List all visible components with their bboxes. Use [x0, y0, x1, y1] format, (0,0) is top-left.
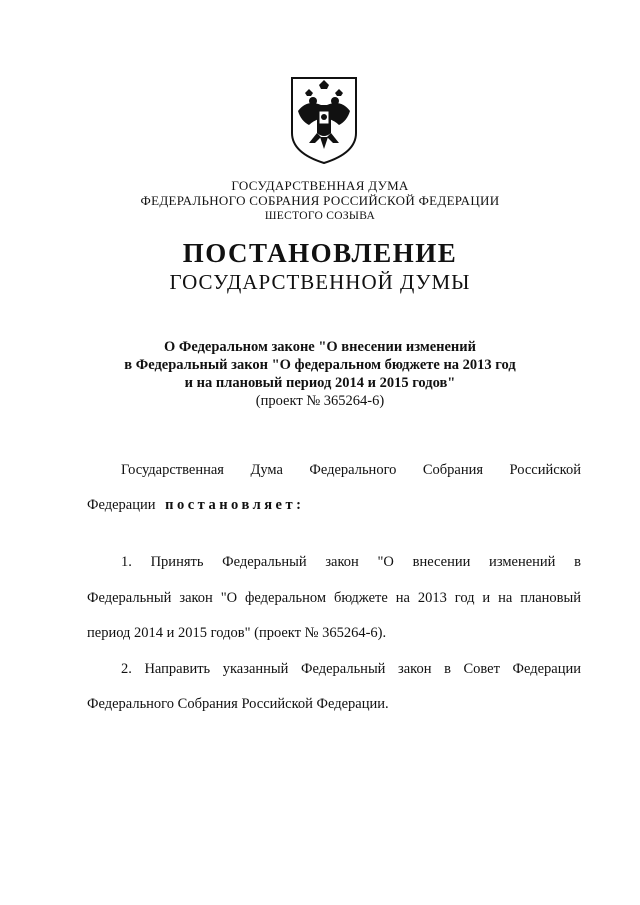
subject-line-1: О Федеральном законе "О внесении изменений: [164, 339, 476, 355]
resolves-verb: постановляет:: [165, 497, 305, 513]
document-title: ПОСТАНОВЛЕНИЕ: [182, 238, 458, 268]
preamble-subject: Федерации: [87, 497, 156, 513]
state-emblem: [289, 75, 359, 165]
item-1-line-2: Федеральный закон "О федеральном бюджете на 2013 год и на плановый: [87, 590, 581, 606]
subject-draft-number: (проект № 365264-6): [255, 393, 385, 409]
preamble-line-2: [87, 497, 581, 514]
header-line-assembly: ФЕДЕРАЛЬНОГО СОБРАНИЯ РОССИЙСКОЙ ФЕДЕРАЦИИ: [140, 193, 500, 208]
preamble-line-1: Государственная Дума Федерального Собрания Российской: [121, 462, 581, 478]
header-line-convocation: ШЕСТОГО СОЗЫВА: [264, 210, 376, 222]
item-2-line-2: Федерального Собрания Российской Федерации.: [87, 696, 389, 712]
subject-line-2: в Федеральный закон "О федеральном бюджете на 2013 год: [124, 357, 516, 373]
item-1-line-3: период 2014 и 2015 годов" (проект № 365264-6).: [87, 625, 387, 641]
subject-line-3: и на плановый период 2014 и 2015 годов": [184, 375, 456, 391]
item-1-line-1: 1. Принять Федеральный закон "О внесении изменений в: [121, 554, 581, 570]
header-line-duma: ГОСУДАРСТВЕННАЯ ДУМА: [231, 178, 409, 193]
item-2-line-1: 2. Направить указанный Федеральный закон в Совет Федерации: [121, 661, 581, 677]
document-subtitle: ГОСУДАРСТВЕННОЙ ДУМЫ: [169, 270, 471, 294]
